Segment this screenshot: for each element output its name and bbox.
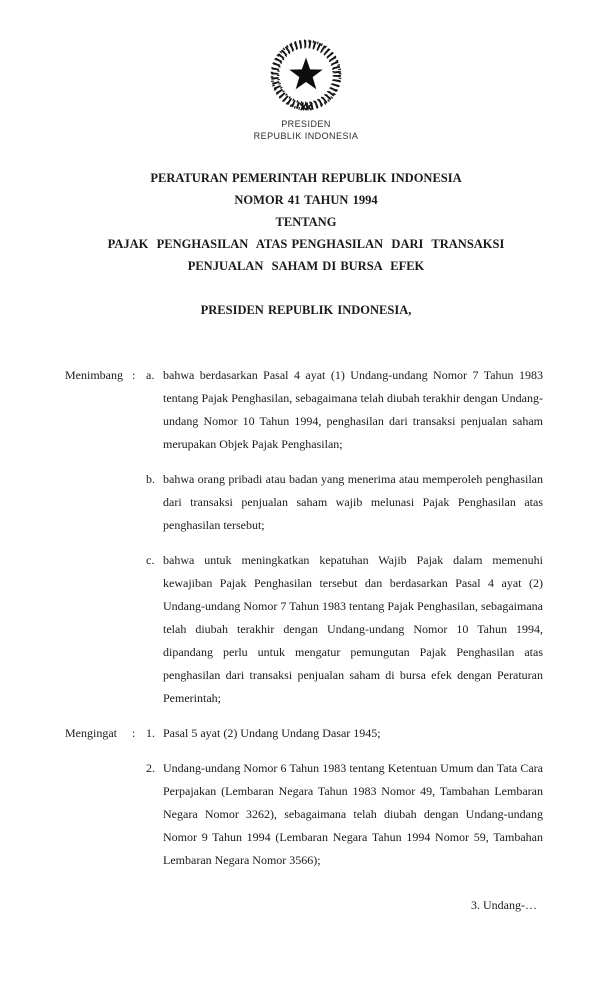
document-body <box>65 364 543 913</box>
regulation-number: NOMOR 41 TAHUN 1994 <box>234 193 378 207</box>
item-text: bahwa berdasarkan Pasal 4 ayat (1) Undang-undang Nomor 7 Tahun 1983 tentang Pajak Penghasilan, sebagaimana telah diubah terakhir dengan Undang-undang Nomor 10 Tahun 1994, penghasilan dari transaksi penjualan saham merupakan Objek Pajak Penghasilan; <box>163 368 543 451</box>
item-marker: 1. <box>146 726 155 740</box>
item-text: bahwa orang pribadi atau badan yang menerima atau memperoleh penghasilan dari transaksi penjualan saham wajib melunasi Pajak Penghasilan atas penghasilan tersebut; <box>163 472 543 532</box>
star-icon <box>289 57 322 89</box>
considering-item-a <box>65 364 543 456</box>
recalling-label: Mengingat <box>65 726 117 740</box>
item-marker: 2. <box>146 761 155 775</box>
regulation-tentang: TENTANG <box>275 215 337 229</box>
star-wreath-seal-icon <box>267 36 345 114</box>
considering-item-c <box>65 549 543 710</box>
letterhead-presiden: PRESIDEN <box>281 119 331 129</box>
recalling-item-2 <box>65 757 543 872</box>
letterhead-republik-indonesia: REPUBLIK INDONESIA <box>253 130 359 141</box>
item-marker: c. <box>146 553 155 567</box>
item-text: bahwa untuk meningkatkan kepatuhan Wajib Pajak dalam memenuhi kewajiban Pajak Penghasilan tersebut dan berdasarkan Pasal 4 ayat (2) Undang-undang Nomor 7 Tahun 1983 tentang Pajak Penghasilan, sebagaimana telah diubah terakhir dengan Undang-undang Nomor 10 Tahun 1994, dipandang perlu untuk mengatur pemungutan Pajak Penghasilan atas penghasilan dari transaksi penjualan saham di bursa efek dengan Peraturan Pemerintah; <box>163 553 543 705</box>
title-block <box>0 167 612 277</box>
regulation-subject-line-2: PENJUALAN SAHAM DI BURSA EFEK <box>187 259 425 273</box>
regulation-name: PERATURAN PEMERINTAH REPUBLIK INDONESIA <box>150 171 462 185</box>
regulation-subject-line-1: PAJAK PENGHASILAN ATAS PENGHASILAN DARI TRANSAKSI <box>107 237 505 251</box>
item-text: Pasal 5 ayat (2) Undang Undang Dasar 1945; <box>163 726 381 740</box>
item-marker: a. <box>146 368 155 382</box>
considering-colon: : <box>132 368 136 382</box>
considering-label: Menimbang <box>65 368 123 382</box>
page-catchword: 3. Undang-… <box>471 898 537 912</box>
recalling-item-1 <box>65 722 543 745</box>
opening-line: PRESIDEN REPUBLIK INDONESIA, <box>200 303 412 317</box>
letterhead <box>0 0 612 142</box>
considering-item-b <box>65 468 543 537</box>
recalling-colon: : <box>132 726 136 740</box>
item-marker: b. <box>146 472 155 486</box>
item-text: Undang-undang Nomor 6 Tahun 1983 tentang Ketentuan Umum dan Tata Cara Perpajakan (Lembaran Negara Tahun 1983 Nomor 49, Tambahan Lembaran Negara Nomor 3262), sebagaimana telah diubah dengan Undang-undang Nomor 9 Tahun 1994 (Lembaran Negara Tahun 1994 Nomor 59, Tambahan Lembaran Negara Nomor 3566); <box>163 761 543 867</box>
